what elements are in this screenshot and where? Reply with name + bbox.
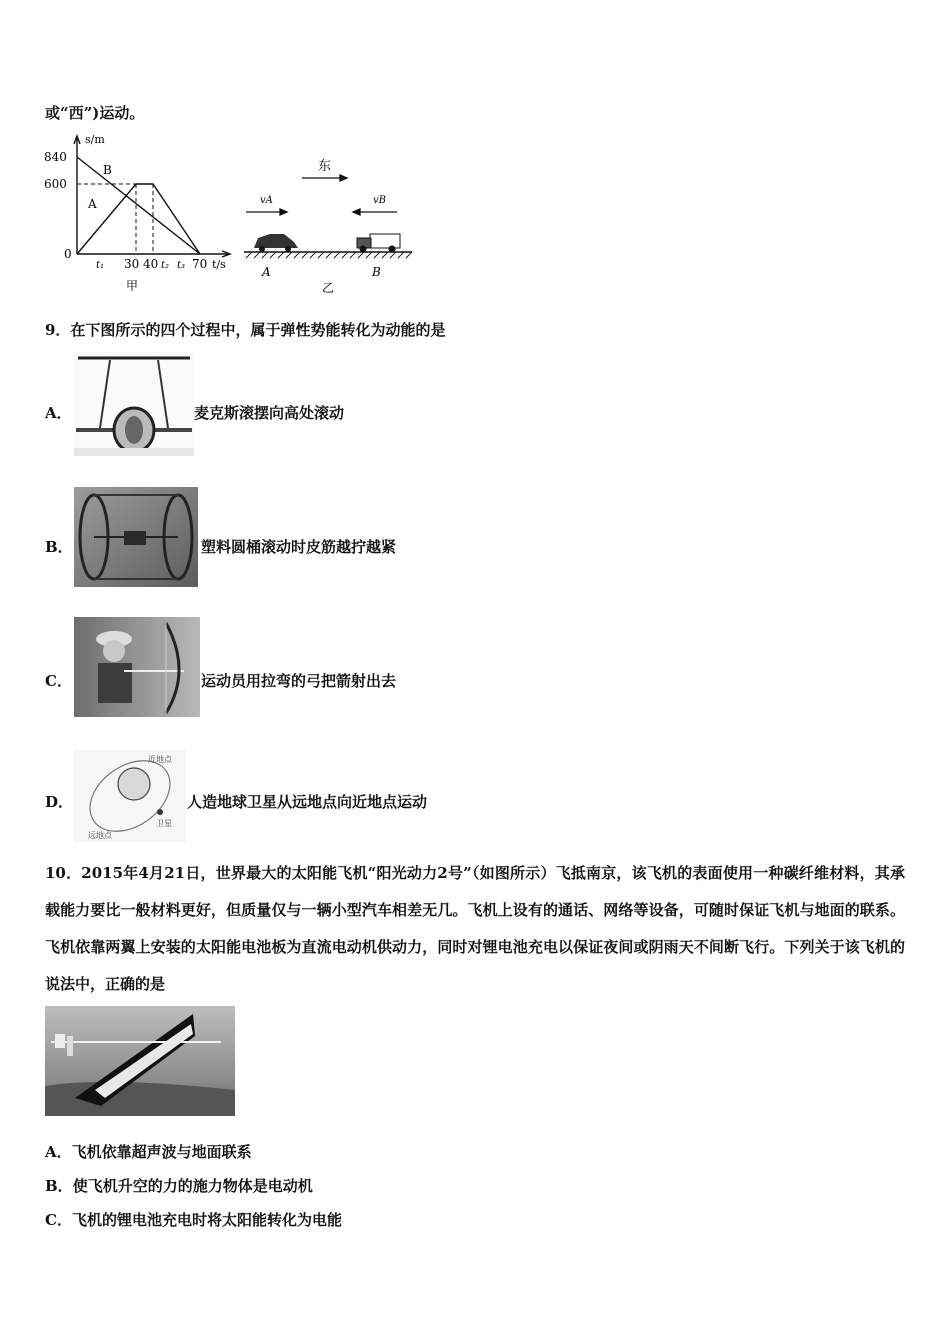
near-point-label: 近地点	[148, 755, 172, 764]
header-fragment: 或“西”)运动。	[45, 104, 145, 122]
q10-option-c[interactable]	[45, 1211, 342, 1229]
x-tick-t1: t₁	[96, 260, 105, 271]
q10-option-a-letter: A．	[45, 1143, 72, 1161]
y-tick-840: 840	[44, 150, 67, 164]
x-tick-40: 40	[143, 257, 159, 271]
y-unit: s/m	[85, 133, 105, 146]
va-label: vA	[260, 195, 273, 206]
archer-image	[74, 617, 200, 717]
label-b: B	[103, 163, 112, 177]
q10-option-b-letter: B．	[45, 1177, 73, 1195]
caption-jia: 甲	[126, 279, 139, 293]
q10-option-c-letter: C．	[45, 1211, 72, 1229]
y-tick-600: 600	[44, 177, 67, 191]
satellite-orbit-image	[74, 750, 186, 842]
graph-jia	[40, 128, 240, 298]
q9-option-a-letter[interactable]: A．	[45, 404, 72, 422]
q9-stem: 9．在下图所示的四个过程中，属于弹性势能转化为动能的是	[45, 321, 446, 339]
point-a: A	[262, 265, 271, 279]
plastic-barrel-image	[74, 487, 198, 587]
truck-b	[357, 234, 400, 252]
caption-yi: 乙	[322, 281, 335, 295]
x-tick-70: 70	[192, 257, 208, 271]
q9-option-c-letter[interactable]: C．	[45, 672, 72, 690]
q10-option-c-text: 飞机的锂电池充电时将太阳能转化为电能	[71, 1211, 342, 1229]
x-tick-t2: t₂	[161, 260, 170, 271]
scene-yi	[240, 150, 420, 298]
satellite-label: 卫星	[156, 819, 172, 828]
x-tick-30: 30	[124, 257, 140, 271]
q10-option-a-text: 飞机依靠超声波与地面联系	[71, 1143, 252, 1161]
q9-option-d-letter[interactable]: D．	[45, 793, 74, 811]
label-a: A	[88, 197, 97, 211]
far-point-label: 远地点	[88, 831, 112, 840]
maxwell-pendulum-image	[74, 352, 194, 456]
q9-option-d-text: 人造地球卫星从远地点向近地点运动	[187, 793, 428, 811]
q9-option-b-letter[interactable]: B．	[45, 538, 73, 556]
y-tick-0: 0	[64, 247, 72, 261]
vb-label: vB	[373, 195, 386, 206]
q10-option-a[interactable]	[45, 1143, 252, 1161]
q10-option-b-text: 使飞机升空的力的施力物体是电动机	[72, 1177, 313, 1195]
direction-label: 东	[318, 159, 332, 174]
q9-option-a-text: 麦克斯滚摆向高处滚动	[194, 404, 345, 422]
car-a	[254, 234, 298, 252]
q10-stem: 10．2015年4月21日，世界最大的太阳能飞机“阳光动力2号”（如图所示）飞抵南京，该飞机的表面使用一种碳纤维材料，其承载能力要比一般材料更好，但质量仅与一辆小型汽车相差无几。飞机上设有的通话、网络等设备，可随时保证飞机与地面的联系。飞机依靠两翼上安装的太阳能电池板为直流电动机供动力，同时对锂电池充电以保证夜间或阴雨天不间断飞行。下列关于该飞机的说法中，正确的是	[45, 864, 905, 993]
q10-option-b[interactable]	[45, 1177, 313, 1195]
solar-plane-image	[45, 1006, 235, 1116]
x-unit: t/s	[212, 258, 226, 271]
q9-option-c-text: 运动员用拉弯的弓把箭射出去	[201, 672, 397, 690]
line-a	[77, 184, 200, 254]
point-b: B	[372, 265, 381, 279]
q9-option-b-text: 塑料圆桶滚动时皮筋越拧越紧	[201, 538, 397, 556]
x-tick-t3: t₃	[177, 260, 186, 271]
